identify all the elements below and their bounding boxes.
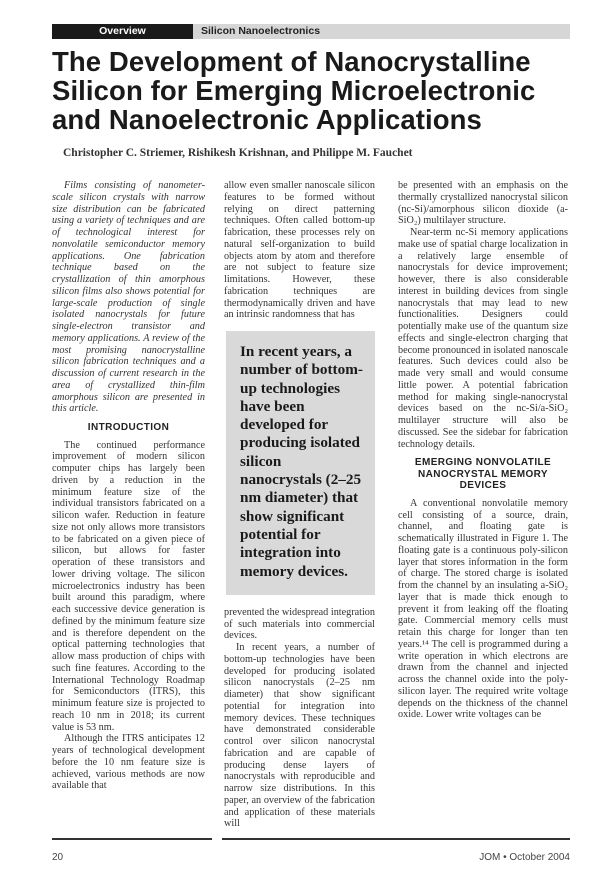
paragraph: A conventional nonvolatile memory cell consisting of a source, drain, channel, and floating gate is schematically illustrated in Figure 1. The floating gate is a continuous poly-silicon layer that stores information in the form of charge. The stored charge is isolated from the channel by an insulating a-SiO₂ layer that is made thick enough to prevent it from leaking off the floating gate. Commercial memory cells must retain this charge for longer than ten years.¹⁴ The cell is programmed during a write operation in which electrons are drawn from the channel and injected across the channel oxide into the poly-silicon layer. The required write voltage depends on the thickness of the channel oxide. Lower write voltages can be	[398, 497, 568, 721]
paragraph: allow even smaller nanoscale silicon features to be formed without relying on direct patterning techniques. Often called bottom-up fabrication, these processes rely on natural self-organization to build objects atom by atom and therefore are not subject to feature size limitations. However, these fabrication techniques are thermodynamically driven and have an intrinsic randomness that has	[224, 180, 375, 321]
section-heading: INTRODUCTION	[87, 422, 170, 433]
footer	[52, 852, 570, 864]
section-header	[52, 24, 570, 39]
column-3	[398, 180, 568, 721]
title-line: The Development of Nanocrystalline	[52, 46, 531, 77]
paragraph: be presented with an emphasis on the thermally crystallized nanocrystal silicon (nc-Si)/amorphous silicon dioxide (a-SiO₂) multilayer structure.	[398, 180, 568, 227]
footer-rule	[52, 838, 212, 840]
section-label: Overview	[52, 24, 193, 39]
paragraph: In recent years, a number of bottom-up technologies have been developed for producing isolated silicon nanocrystals (2–25 nm diameter) that show significant potential for integration into memory devices. These techniques have demonstrated considerable control over silicon nanocrystal fabrication and are capable of producing dense layers of nanocrystals with reproducible and narrow size distributions. In this paper, an overview of the fabrication and application of these materials will	[224, 642, 375, 830]
title-line: and Nanoelectronic Applications	[52, 104, 482, 135]
page-number: 20	[52, 851, 64, 863]
paragraph: Although the ITRS anticipates 12 years of technological development before the 10 nm feature size is achieved, various methods are now available that	[52, 733, 205, 792]
category-label: Silicon Nanoelectronics	[193, 24, 570, 39]
section-heading: EMERGING NONVOLATILE NANOCRYSTAL MEMORY DEVICES	[414, 457, 552, 492]
paragraph: Near-term nc-Si memory applications make use of spatial charge localization in a relatively large ensemble of nanocrystals for device improvement; however, there is also considerable interest in building devices from single nanocrystals that may lead to new functionalities. Designers could potentially make use of the quantum size effects and single-electron charging that become pronounced in isolated nanoscale features. Such devices could also be made very small and would consume little power. A potential fabrication method for making single-nanocrystal devices based on the nc-Si/a-SiO₂ multilayer structure will also be discussed. See the sidebar for fabrication technology details.	[398, 227, 568, 450]
journal-issue: JOM • October 2004	[479, 851, 570, 863]
paragraph: prevented the widespread integration of such materials into commercial devices.	[224, 606, 375, 642]
article-title	[52, 47, 582, 134]
footer-rule	[222, 838, 570, 840]
paragraph: The continued performance improvement of modern silicon computer chips has largely been driven by a reduction in the minimum feature size of the individual transistors fabricated on a silicon wafer. Reduction in feature size not only allows more transistors to be fabricated on a given piece of silicon, but allows for faster operation of these transistors and lower driving voltage. The silicon microelectronics industry has been built around this paradigm, where each successive device generation is defined by the minimum feature size and is therefore dependent on the optical patterning technologies that allow mass production of chips with such fine features. According to the International Technology Roadmap for Semiconductors (ITRS), this minimum feature size is projected to reach 10 nm in 2018; its current value is 53 nm.	[52, 439, 205, 733]
footer-rules	[52, 838, 570, 840]
abstract: Films consisting of nanometer-scale silicon crystals with narrow size distribution can be fabricated using a variety of techniques and are of technological interest for nonvolatile semiconductor memory applications. One fabrication technique based on the crystallization of thin amorphous silicon films also shows potential for large-scale production of single isolated nanocrystals for future single-electron transistor and memory applications. A review of the most promising nanocrystalline silicon fabrication techniques and a discussion of current research in the area of crystallized thin-film amorphous silicon are presented in this article.	[52, 180, 205, 415]
column-1	[52, 180, 205, 792]
article-body	[52, 180, 570, 830]
title-line: Silicon for Emerging Microelectronic	[52, 75, 536, 106]
column-2	[224, 180, 375, 830]
pull-quote: In recent years, a number of bottom-up technologies have been developed for producing isolated silicon nanocrystals (2–25 nm diameter) that show significant potential for integration into memory devices.	[226, 331, 375, 595]
authors: Christopher C. Striemer, Rishikesh Krishnan, and Philippe M. Fauchet	[63, 147, 413, 159]
